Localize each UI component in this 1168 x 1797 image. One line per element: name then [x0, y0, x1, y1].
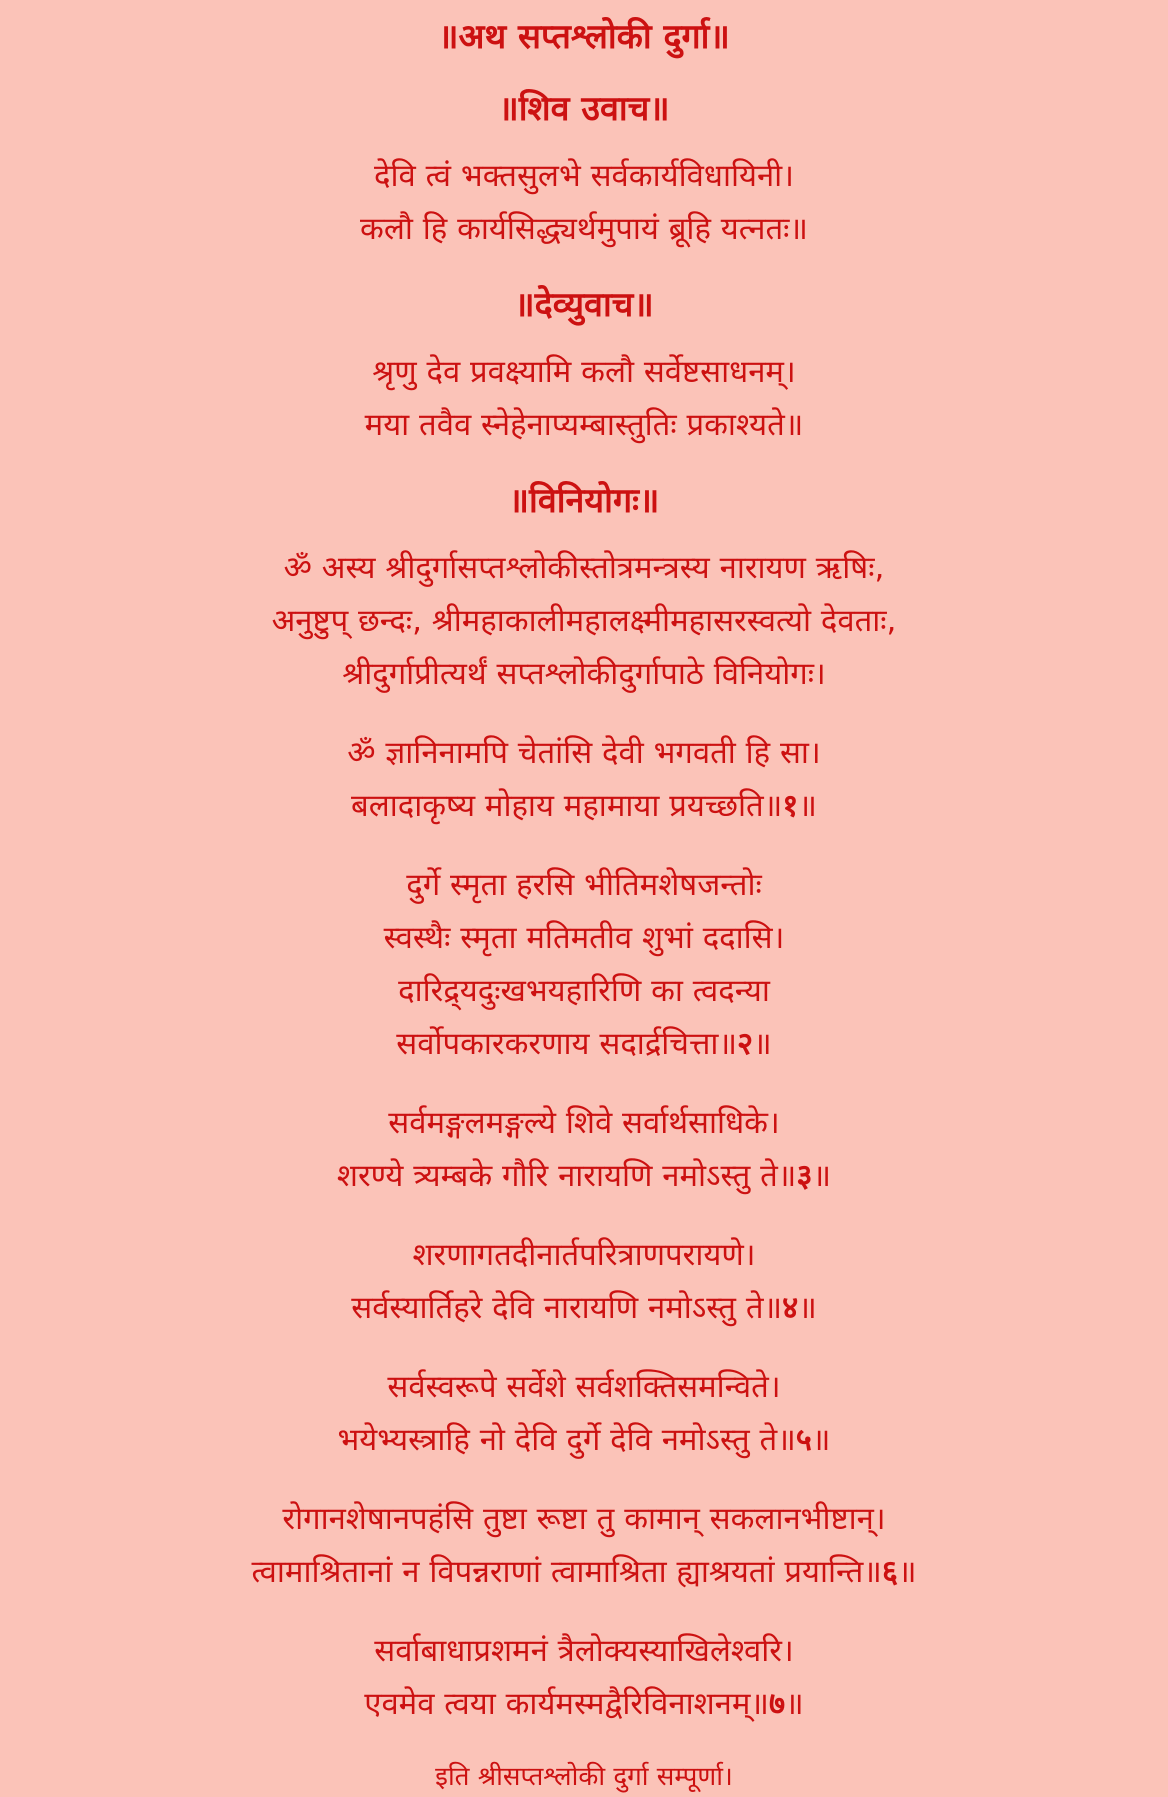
verse-line: रोगानशेषानपहंसि तुष्टा रूष्टा तु कामान् सकलानभीष्टान्।	[282, 1501, 886, 1537]
verse-line	[0, 1018, 1168, 1071]
verse-line	[0, 1282, 1168, 1335]
verse-line: दुर्गे स्मृता हरसि भीतिमशेषजन्तोः	[406, 867, 762, 903]
shiva-uvacha-verse	[0, 150, 1168, 256]
verse-end-mark: ॥	[785, 1686, 804, 1722]
verse-number: ७	[769, 1686, 786, 1722]
viniyoga-line: ॐ अस्य श्रीदुर्गासप्तश्लोकीस्तोत्रमन्त्रस्य नारायण ऋषिः,	[283, 550, 885, 586]
verse-line-text: सर्वस्यार्तिहरे देवि नारायणि नमोऽस्तु ते॥	[351, 1290, 783, 1326]
verse-line: कलौ हि कार्यसिद्ध्यर्थमुपायं ब्रूहि यत्नतः॥	[360, 211, 808, 247]
verse-line: शरणागतदीनार्तपरित्राणपरायणे।	[412, 1237, 756, 1273]
section-heading-devyuvacha: ॥देव्युवाच॥	[514, 285, 654, 325]
verse-1	[0, 727, 1168, 833]
verse-7	[0, 1625, 1168, 1731]
viniyoga-line: श्रीदुर्गाप्रीत्यर्थं सप्तश्लोकीदुर्गापाठे विनियोगः।	[342, 656, 826, 692]
verse-line-text: भयेभ्यस्त्राहि नो देवि दुर्गे देवि नमोऽस्तु ते॥	[337, 1422, 796, 1458]
verse-number: ६	[881, 1554, 898, 1590]
verse-line: सर्वमङ्गलमङ्गल्ये शिवे सर्वार्थसाधिके।	[388, 1105, 780, 1141]
verse-end-mark: ॥	[753, 1026, 772, 1062]
devyuvacha-verse	[0, 346, 1168, 452]
verse-5	[0, 1361, 1168, 1467]
verse-3	[0, 1097, 1168, 1203]
verse-line: सर्वाबाधाप्रशमनं त्रैलोक्यस्याखिलेश्वरि।	[374, 1633, 794, 1669]
colophon: इति श्रीसप्तश्लोकी दुर्गा सम्पूर्णा।	[435, 1762, 733, 1792]
verse-end-mark: ॥	[798, 1290, 817, 1326]
viniyoga-line: अनुष्टुप् छन्दः, श्रीमहाकालीमहालक्ष्मीमहासरस्वत्यो देवताः,	[271, 603, 897, 639]
verse-6	[0, 1493, 1168, 1599]
verse-line: ॐ ज्ञानिनामपि चेतांसि देवी भगवती हि सा।	[347, 735, 821, 771]
verse-number: २	[737, 1026, 754, 1062]
viniyoga-text	[0, 542, 1168, 701]
verse-line: सर्वस्वरूपे सर्वेशे सर्वशक्तिसमन्विते।	[387, 1369, 781, 1405]
verse-line-text: सर्वोपकारकरणाय सदार्द्रचित्ता॥	[396, 1026, 738, 1062]
verse-line	[0, 1414, 1168, 1467]
verse-end-mark: ॥	[811, 1422, 831, 1458]
verse-number: १	[782, 788, 799, 824]
page-title: ॥अथ सप्तश्लोकी दुर्गा॥	[438, 17, 730, 57]
verse-line	[0, 1150, 1168, 1203]
verse-line: देवि त्वं भक्तसुलभे सर्वकार्यविधायिनी।	[374, 158, 794, 194]
verse-2	[0, 859, 1168, 1071]
verse-end-mark: ॥	[897, 1554, 917, 1590]
verse-number: ५	[795, 1422, 812, 1458]
verse-line: दारिद्र्यदुःखभयहारिणि का त्वदन्या	[398, 973, 770, 1009]
verse-end-mark: ॥	[812, 1158, 832, 1194]
section-heading-viniyoga: ॥विनियोगः॥	[508, 481, 660, 521]
verse-line: स्वस्थैः स्मृता मतिमतीव शुभां ददासि।	[383, 920, 785, 956]
verse-line-text: एवमेव त्वया कार्यमस्मद्वैरिविनाशनम्॥	[364, 1686, 769, 1722]
verse-line-text: बलादाकृष्य मोहाय महामाया प्रयच्छति॥	[351, 788, 783, 824]
verse-line	[0, 1546, 1168, 1599]
verse-line	[0, 1678, 1168, 1731]
verse-line: मया तवैव स्नेहेनाप्यम्बास्तुतिः प्रकाश्यते॥	[364, 407, 804, 443]
verse-line: श्रृणु देव प्रवक्ष्यामि कलौ सर्वेष्टसाधनम्।	[372, 354, 796, 390]
verse-number: ४	[782, 1290, 799, 1326]
section-heading-shiva-uvacha: ॥शिव उवाच॥	[498, 89, 670, 129]
verse-line-text: शरण्ये त्र्यम्बके गौरि नारायणि नमोऽस्तु ते॥	[336, 1158, 797, 1194]
verse-line-text: त्वामाश्रितानां न विपन्नराणां त्वामाश्रिता ह्याश्रयतां प्रयान्ति॥	[251, 1554, 882, 1590]
verse-4	[0, 1229, 1168, 1335]
verse-number: ३	[796, 1158, 813, 1194]
verse-line	[0, 780, 1168, 833]
verse-end-mark: ॥	[798, 788, 817, 824]
